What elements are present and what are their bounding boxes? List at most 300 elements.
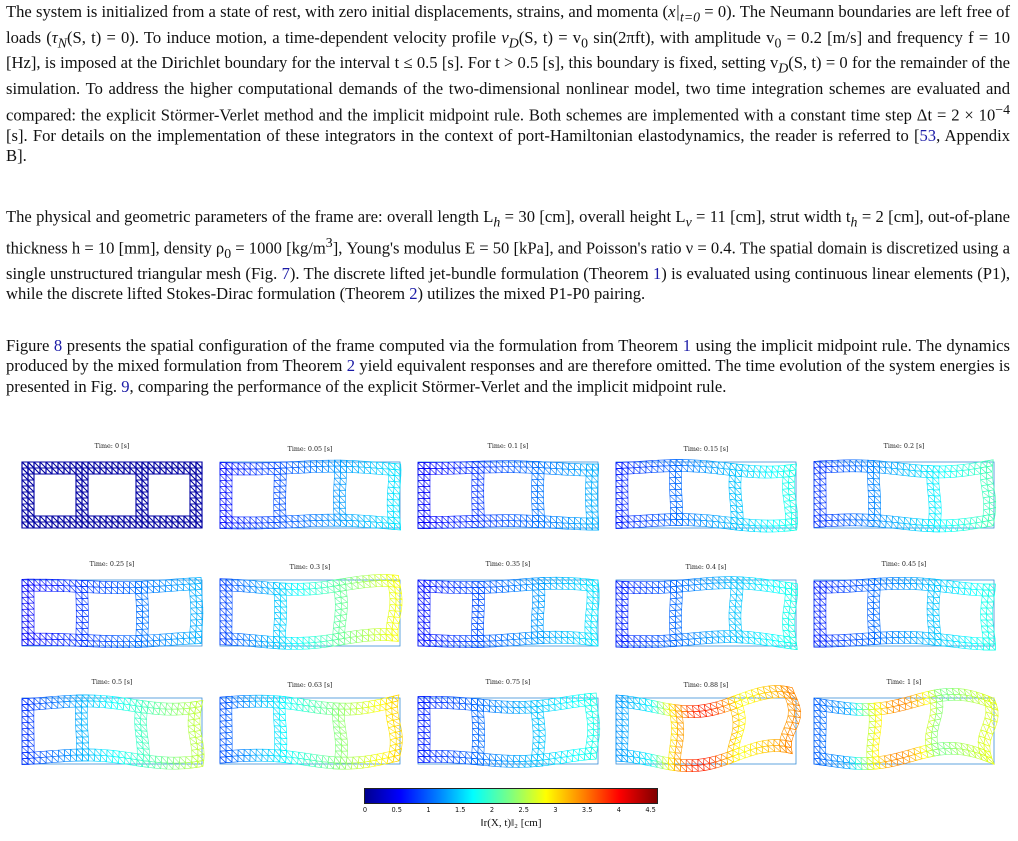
mesh-element xyxy=(28,746,34,752)
mesh-element xyxy=(934,585,941,592)
mesh-element xyxy=(40,633,46,639)
mesh-element xyxy=(250,755,256,761)
mesh-element xyxy=(658,641,664,647)
mesh-element xyxy=(664,466,670,472)
mesh-element xyxy=(52,633,58,639)
mesh-element xyxy=(76,586,82,592)
mesh-element xyxy=(898,523,904,530)
mesh-element xyxy=(322,756,329,763)
mesh-element xyxy=(622,701,628,708)
mesh-element xyxy=(22,621,28,627)
mesh-element xyxy=(393,500,399,506)
mesh-element xyxy=(418,586,424,592)
mesh-element xyxy=(454,462,460,468)
mesh-element xyxy=(731,583,737,589)
mesh-element xyxy=(868,484,874,490)
mesh-element xyxy=(262,469,268,475)
mesh-element xyxy=(869,709,876,715)
mesh-element xyxy=(538,498,544,504)
mesh-element xyxy=(448,516,454,522)
mesh-element xyxy=(142,629,148,635)
mesh-element xyxy=(694,632,700,639)
mesh-element xyxy=(335,739,342,745)
mesh-element xyxy=(729,619,735,625)
mesh-element xyxy=(513,701,519,707)
mesh-element xyxy=(729,481,735,488)
citation-link[interactable]: 53 xyxy=(919,125,937,145)
mesh-element xyxy=(136,492,142,498)
theorem-ref-link[interactable]: 1 xyxy=(682,336,692,355)
mesh-element xyxy=(424,726,430,732)
mesh-element xyxy=(286,522,292,528)
mesh-element xyxy=(905,702,912,710)
mesh-element xyxy=(735,482,741,489)
mesh-element xyxy=(874,485,880,491)
mesh-element xyxy=(561,631,567,637)
mesh-element xyxy=(592,741,599,747)
frame-mesh-plot xyxy=(412,554,604,672)
mesh-element xyxy=(879,467,885,474)
mesh-elements xyxy=(418,693,600,767)
mesh-element xyxy=(472,509,478,515)
mesh-element xyxy=(856,520,862,526)
mesh-element xyxy=(393,755,400,762)
mesh-element xyxy=(634,521,640,527)
mesh-element xyxy=(897,469,903,476)
mesh-element xyxy=(309,636,315,642)
mesh-element xyxy=(622,641,628,647)
mesh-element xyxy=(159,580,165,586)
mesh-element xyxy=(880,584,886,590)
mesh-element xyxy=(591,639,598,646)
mesh-element xyxy=(82,516,88,522)
mesh-element xyxy=(124,582,130,588)
mesh-element xyxy=(28,716,34,722)
mesh-element xyxy=(100,516,106,522)
theorem-ref-link[interactable]: 2 xyxy=(346,356,356,376)
mesh-element xyxy=(466,704,472,711)
mesh-element xyxy=(508,521,514,527)
mesh-element xyxy=(923,638,929,644)
mesh-element xyxy=(22,585,28,591)
mesh-element xyxy=(353,461,359,467)
mesh-element xyxy=(779,519,785,525)
mesh-element xyxy=(40,522,46,528)
mesh-element xyxy=(670,484,676,490)
colorbar-tick-label: 2 xyxy=(489,806,495,814)
mesh-element xyxy=(885,468,891,475)
mesh-element xyxy=(850,520,856,526)
mesh-element xyxy=(514,515,520,521)
mesh-element xyxy=(76,486,82,492)
mesh-element xyxy=(250,469,256,475)
mesh-element xyxy=(658,635,664,641)
mesh-element xyxy=(448,641,454,647)
mesh-element xyxy=(788,625,794,632)
mesh-element xyxy=(736,506,743,513)
mesh-element xyxy=(886,516,892,523)
mesh-element xyxy=(94,581,100,587)
mesh-element xyxy=(22,468,28,474)
mesh-element xyxy=(856,460,862,466)
mesh-element xyxy=(622,749,628,756)
mesh-element xyxy=(472,594,478,600)
mesh-element xyxy=(396,599,402,606)
mesh-element xyxy=(28,603,34,609)
mesh-element xyxy=(472,728,478,735)
mesh-element xyxy=(370,516,376,522)
mesh-element xyxy=(832,587,838,593)
mesh-element xyxy=(543,631,549,637)
mesh-element xyxy=(220,739,226,745)
mesh-element xyxy=(587,585,593,592)
mesh-element xyxy=(418,696,424,702)
mesh-element xyxy=(917,632,923,638)
mesh-element xyxy=(280,756,286,763)
mesh-element xyxy=(262,635,268,642)
mesh-element xyxy=(862,514,868,520)
mesh-element xyxy=(83,743,89,749)
mesh-element xyxy=(70,522,76,528)
mesh-element xyxy=(587,524,593,530)
mesh-element xyxy=(22,734,28,740)
mesh-element xyxy=(107,750,113,757)
mesh-element xyxy=(172,468,178,474)
mesh-element xyxy=(838,514,844,520)
mesh-element xyxy=(424,610,430,616)
mesh-element xyxy=(112,582,118,588)
mesh-element xyxy=(154,516,160,522)
mesh-element xyxy=(472,485,478,491)
mesh-element xyxy=(274,618,280,624)
mesh-element xyxy=(454,587,460,593)
mesh-element xyxy=(418,598,424,604)
mesh-element xyxy=(137,760,144,767)
mesh-element xyxy=(789,607,796,614)
mesh-element xyxy=(52,462,58,468)
mesh-element xyxy=(959,642,965,649)
mesh-element xyxy=(315,642,321,649)
frame-snapshot-panel xyxy=(16,436,208,554)
mesh-element xyxy=(688,633,694,640)
mesh-element xyxy=(628,468,634,474)
mesh-element xyxy=(675,484,681,490)
mesh-element xyxy=(748,631,755,638)
mesh-element xyxy=(724,631,731,637)
mesh-element xyxy=(670,628,676,634)
mesh-element xyxy=(814,611,820,617)
mesh-element xyxy=(374,629,380,635)
mesh-element xyxy=(574,518,580,524)
mesh-element xyxy=(327,702,334,709)
mesh-element xyxy=(82,616,88,622)
mesh-element xyxy=(987,608,993,614)
mesh-element xyxy=(783,483,789,490)
mesh-element xyxy=(82,486,88,492)
panel-time-title: Time: 0.2 [s] xyxy=(883,442,925,450)
mesh-element xyxy=(874,727,881,734)
theorem-ref-link[interactable]: 1 xyxy=(652,263,662,283)
mesh-element xyxy=(165,633,171,639)
mesh-element xyxy=(358,521,364,527)
mesh-element xyxy=(724,463,731,470)
mesh-element xyxy=(683,585,689,592)
mesh-element xyxy=(250,463,256,469)
mesh-element xyxy=(646,636,652,642)
mesh-element xyxy=(22,597,28,603)
mesh-element xyxy=(700,520,706,526)
mesh-element xyxy=(826,520,832,526)
mesh-element xyxy=(478,581,484,587)
mesh-element xyxy=(358,515,364,521)
mesh-element xyxy=(532,602,538,608)
mesh-element xyxy=(742,465,749,472)
mesh-element xyxy=(154,468,160,474)
mesh-element xyxy=(544,637,550,643)
mesh-element xyxy=(82,604,88,610)
mesh-element xyxy=(220,517,226,523)
mesh-element xyxy=(742,637,749,643)
mesh-element xyxy=(868,520,874,526)
mesh-element xyxy=(256,587,262,594)
mesh-element xyxy=(791,595,798,602)
mesh-element xyxy=(101,749,107,755)
mesh-element xyxy=(862,460,868,466)
mesh-elements xyxy=(220,695,402,769)
mesh-element xyxy=(52,702,58,708)
mesh-element xyxy=(273,714,279,720)
mesh-element xyxy=(344,709,350,715)
mesh-element xyxy=(280,492,286,498)
mesh-element xyxy=(371,462,377,468)
mesh-element xyxy=(256,701,262,707)
theorem-ref-link[interactable]: 2 xyxy=(409,284,418,304)
mesh-element xyxy=(180,757,186,763)
mesh-element xyxy=(814,515,820,521)
mesh-element xyxy=(820,629,826,635)
mesh-element xyxy=(106,581,112,587)
mesh-element xyxy=(880,515,886,522)
mesh-element xyxy=(118,522,124,528)
mesh-element xyxy=(232,750,238,756)
mesh-element xyxy=(310,754,317,761)
mesh-element xyxy=(238,750,244,756)
mesh-element xyxy=(737,583,743,589)
mesh-element xyxy=(675,753,682,760)
mesh-element xyxy=(850,460,856,466)
mesh-element xyxy=(424,720,430,726)
figure-ref-link[interactable]: 8 xyxy=(53,336,63,355)
mesh-element xyxy=(934,591,941,598)
mesh-element xyxy=(634,757,640,764)
mesh-element xyxy=(731,517,737,524)
mesh-elements xyxy=(418,577,599,647)
mesh-element xyxy=(731,511,737,518)
mesh-element xyxy=(484,521,490,527)
mesh-element xyxy=(987,602,994,608)
mesh-element xyxy=(868,626,874,632)
mesh-element xyxy=(538,480,544,486)
mesh-element xyxy=(82,498,88,504)
mesh-element xyxy=(713,515,719,522)
mesh-element xyxy=(868,584,874,590)
mesh-element xyxy=(874,638,880,644)
mesh-element xyxy=(112,696,119,703)
mesh-element xyxy=(712,637,718,643)
mesh-element xyxy=(957,470,963,477)
mesh-element xyxy=(220,721,226,727)
mesh-element xyxy=(573,638,580,644)
mesh-element xyxy=(220,499,226,505)
mesh-element xyxy=(670,496,676,502)
mesh-element xyxy=(100,468,106,474)
colorbar-tick-label: 0.5 xyxy=(391,806,402,814)
mesh-element xyxy=(622,581,628,587)
mesh-element xyxy=(892,631,898,637)
mesh-element xyxy=(593,729,599,735)
mesh-element xyxy=(460,642,466,648)
mesh-element xyxy=(28,734,34,740)
mesh-element xyxy=(76,522,82,528)
mesh-element xyxy=(677,729,683,736)
mesh-element xyxy=(478,635,484,641)
mesh-element xyxy=(34,758,40,764)
mesh-element xyxy=(436,696,442,702)
mesh-element xyxy=(701,584,707,590)
mesh-element xyxy=(814,728,820,735)
mesh-element xyxy=(166,462,172,468)
mesh-element xyxy=(538,601,544,607)
frame-mesh-plot xyxy=(214,672,406,790)
mesh-element xyxy=(874,584,880,590)
mesh-element xyxy=(28,633,34,639)
mesh-element xyxy=(124,636,130,642)
mesh-element xyxy=(479,729,485,736)
mesh-element xyxy=(789,631,796,638)
mesh-element xyxy=(783,606,790,613)
mesh-element xyxy=(196,504,202,510)
mesh-element xyxy=(892,583,898,589)
mesh-element xyxy=(244,463,250,469)
mesh-element xyxy=(118,468,124,474)
mesh-element xyxy=(982,632,989,638)
mesh-element xyxy=(532,578,538,584)
mesh-element xyxy=(82,725,88,731)
mesh-element xyxy=(183,578,189,584)
mesh-element xyxy=(130,516,136,522)
mesh-element xyxy=(171,639,177,645)
mesh-element xyxy=(167,757,173,763)
mesh-element xyxy=(532,515,538,521)
mesh-element xyxy=(341,739,348,745)
mesh-element xyxy=(933,526,940,532)
mesh-element xyxy=(814,497,820,503)
mesh-element xyxy=(183,632,189,638)
mesh-element xyxy=(977,584,983,590)
mesh-element xyxy=(250,634,256,641)
mesh-element xyxy=(676,604,682,611)
mesh-element xyxy=(477,705,483,712)
mesh-element xyxy=(280,510,286,516)
mesh-element xyxy=(622,474,628,480)
mesh-element xyxy=(730,637,737,643)
mesh-element xyxy=(586,464,592,470)
mesh-element xyxy=(785,513,791,520)
frame-mesh-plot xyxy=(214,554,406,672)
mesh-element xyxy=(100,695,107,701)
mesh-element xyxy=(232,702,238,708)
mesh-element xyxy=(274,744,280,750)
colorbar-tick-label: 1 xyxy=(426,806,431,814)
mesh-element xyxy=(958,588,965,595)
mesh-element xyxy=(238,469,244,475)
mesh-element xyxy=(838,634,844,640)
mesh-element xyxy=(844,586,850,592)
mesh-element xyxy=(531,632,537,638)
mesh-element xyxy=(539,724,546,731)
mesh-element xyxy=(917,638,923,644)
mesh-element xyxy=(789,494,796,501)
mesh-element xyxy=(886,632,892,638)
figure-ref-link[interactable]: 9 xyxy=(121,376,130,396)
mesh-element xyxy=(34,698,40,704)
mesh-element xyxy=(303,583,309,589)
mesh-element xyxy=(874,509,880,515)
mesh-element xyxy=(729,493,736,500)
mesh-element xyxy=(478,711,484,718)
figure-ref-link[interactable]: 7 xyxy=(281,263,290,283)
mesh-element xyxy=(587,729,593,736)
mesh-element xyxy=(124,468,130,474)
mesh-element xyxy=(622,492,628,498)
frame-snapshot-panel xyxy=(412,554,604,672)
mesh-element xyxy=(238,696,244,702)
mesh-element xyxy=(442,635,448,641)
mesh-element xyxy=(430,586,436,592)
mesh-element xyxy=(448,697,454,703)
mesh-element xyxy=(850,466,856,472)
mesh-element xyxy=(502,586,508,592)
mesh-element xyxy=(579,632,585,639)
mesh-element xyxy=(359,467,365,473)
mesh-element xyxy=(274,492,280,498)
mesh-element xyxy=(46,751,52,757)
mesh-element xyxy=(76,474,82,480)
mesh-element xyxy=(820,711,826,718)
mesh-element xyxy=(148,635,154,641)
mesh-element xyxy=(418,511,424,517)
mesh-element xyxy=(898,631,904,637)
mesh-element xyxy=(340,460,346,466)
mesh-element xyxy=(820,497,826,503)
mesh-element xyxy=(117,703,124,710)
mesh-element xyxy=(232,756,238,762)
mesh-element xyxy=(58,585,64,591)
mesh-element xyxy=(507,633,513,639)
mesh-element xyxy=(286,462,292,468)
mesh-element xyxy=(136,635,142,641)
mesh-element xyxy=(95,749,101,755)
mesh-element xyxy=(670,478,676,484)
mesh-element xyxy=(550,516,556,522)
mesh-element xyxy=(783,495,790,502)
mesh-element xyxy=(424,487,430,493)
mesh-element xyxy=(533,731,539,737)
mesh-element xyxy=(460,757,466,763)
mesh-element xyxy=(495,706,501,712)
mesh-element xyxy=(785,519,791,526)
mesh-element xyxy=(424,634,430,640)
